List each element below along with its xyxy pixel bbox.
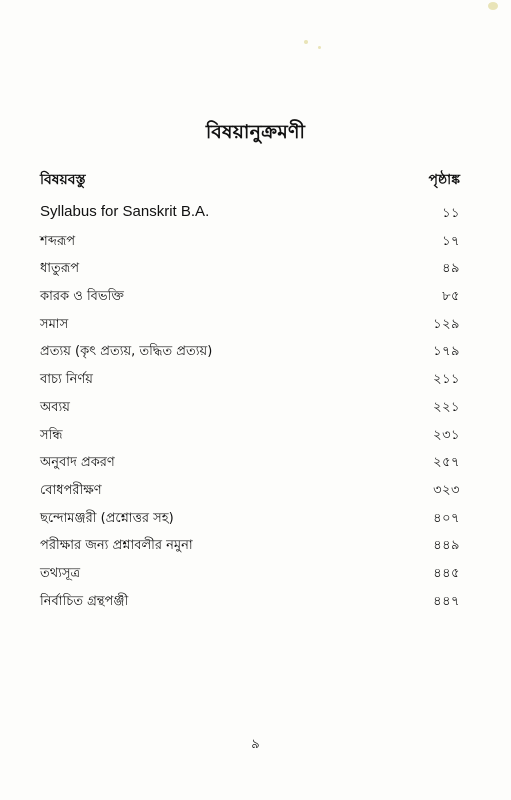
toc-entry — [40, 255, 460, 283]
page-number: ৯ — [251, 737, 260, 752]
toc-entry-page: ৪৯ — [442, 261, 460, 277]
toc-entry-page: ২৫৭ — [433, 455, 460, 471]
paper-stain — [488, 2, 498, 10]
toc-entry — [40, 366, 460, 394]
toc-entry — [40, 394, 460, 422]
toc-entry-topic: Syllabus for Sanskrit B.A. — [40, 203, 210, 220]
toc-entry-topic: প্রত্যয় (কৃৎ প্রত্যয়, তদ্ধিত প্রত্যয়) — [40, 344, 213, 360]
toc-header — [40, 168, 460, 190]
toc-entry-topic: সন্ধি — [40, 427, 63, 443]
toc-entry-page: ৮৫ — [442, 289, 460, 305]
toc-entry-topic: তথ্যসূত্র — [40, 565, 81, 581]
toc-entry-page: ৪৪৭ — [433, 593, 460, 609]
toc-entry-page: ১৭ — [442, 233, 460, 249]
toc-entry-page: ৪৪৯ — [433, 538, 460, 554]
toc-entry-page: ৪০৭ — [433, 510, 460, 526]
toc-entry-page: ১২৯ — [433, 316, 460, 332]
toc-entry — [40, 588, 460, 616]
toc-entry-topic: অব্যয় — [40, 399, 70, 415]
toc-entry-page: ২৩১ — [433, 427, 460, 443]
toc-entry-page: ৪৪৫ — [433, 565, 460, 581]
toc-entry-topic: পরীক্ষার জন্য প্রশ্নাবলীর নমুনা — [40, 538, 193, 554]
toc-entry-topic: অনুবাদ প্রকরণ — [40, 455, 115, 471]
toc-entry-page: ২২১ — [433, 399, 460, 415]
toc-entry-page: ৩২৩ — [433, 482, 460, 498]
toc-entry-topic: বাচ্য নির্ণয় — [40, 372, 93, 388]
toc-entry — [40, 560, 460, 588]
toc-entry — [40, 449, 460, 477]
toc-entry — [40, 477, 460, 505]
toc-entry — [40, 311, 460, 339]
toc-entry — [40, 338, 460, 366]
toc-entry-page: ২১১ — [433, 372, 460, 388]
paper-stain — [318, 46, 321, 49]
toc-entry-topic: বোধপরীক্ষণ — [40, 482, 102, 498]
toc-entry-page: ১৭৯ — [433, 344, 460, 360]
toc-entry-topic: শব্দরূপ — [40, 233, 76, 249]
toc-entry-topic: সমাস — [40, 316, 69, 332]
toc-entry-topic: নির্বাচিত গ্রন্থপঞ্জী — [40, 593, 129, 609]
toc-entry-topic: কারক ও বিভক্তি — [40, 289, 124, 305]
toc-entry — [40, 283, 460, 311]
toc-entry-page: ১১ — [442, 206, 460, 221]
page-title: বিষয়ানুক্রমণী — [205, 121, 306, 143]
toc-entry-topic: ছন্দোমঞ্জরী (প্রশ্নোত্তর সহ) — [40, 510, 174, 526]
page-column-header: পৃষ্ঠাঙ্ক — [428, 172, 460, 188]
table-of-contents — [40, 200, 460, 615]
toc-entry — [40, 505, 460, 533]
toc-entry — [40, 422, 460, 450]
paper-stain — [304, 40, 308, 44]
toc-entry — [40, 200, 460, 228]
toc-entry-topic: ধাতুরূপ — [40, 261, 80, 277]
toc-entry — [40, 228, 460, 256]
toc-entry — [40, 532, 460, 560]
topic-column-header: বিষয়বস্তু — [40, 172, 86, 188]
